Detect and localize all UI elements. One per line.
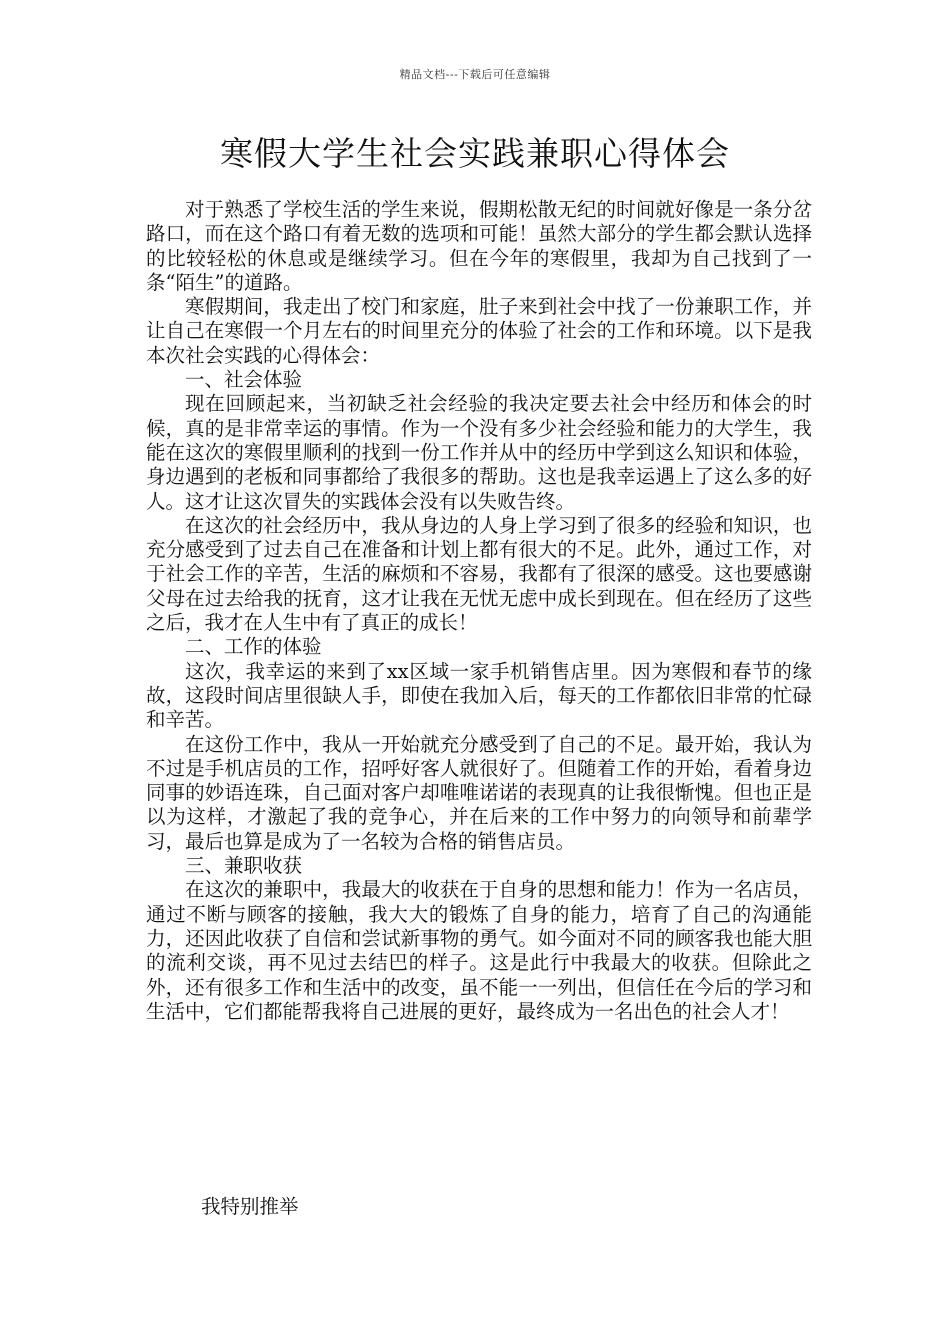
section-heading-gains: 三、兼职收获 [185,854,303,878]
section-heading-social-experience: 一、社会体验 [185,368,303,392]
closing-line: 我特别推举 [201,1195,299,1218]
document-body [146,198,812,1024]
paragraph-learning: 在这次的社会经历中，我从身边的人身上学习到了很多的经验和知识，也充分感受到了过去自己在准备和计划上都有很大的不足。此外，通过工作，对于社会工作的辛苦，生活的麻烦和不容易，我都有了很深的感受。这也要感谢父母在过去给我的抚育，这才让我在无忧无虑中成长到现在。但在经历了这些之后，我才在人生中有了真正的成长！ [146,513,812,635]
document-title: 寒假大学生社会实践兼职心得体会 [220,134,730,173]
header-note: 精品文档---下载后可任意编辑 [399,68,551,81]
paragraph-looking-back: 现在回顾起来，当初缺乏社会经验的我决定要去社会中经历和体会的时候，真的是非常幸运的事情。作为一个没有多少社会经验和能力的大学生，我能在这次的寒假里顺利的找到一份工作并从中的经历中学到这么知识和体验，身边遇到的老板和同事都给了我很多的帮助。这也是我幸运遇上了这么多的好人。这才让这次冒失的实践体会没有以失败告终。 [146,392,812,513]
paragraph-winter-break: 寒假期间，我走出了校门和家庭，肚子来到社会中找了一份兼职工作，并让自己在寒假一个月左右的时间里充分的体验了社会的工作和环境。以下是我本次社会实践的心得体会： [146,295,812,367]
paragraph-phone-store: 这次，我幸运的来到了xx区域一家手机销售店里。因为寒假和春节的缘故，这段时间店里很缺人手，即使在我加入后，每天的工作都依旧非常的忙碌和辛苦。 [146,659,812,732]
paragraph-shortcomings: 在这份工作中，我从一开始就充分感受到了自己的不足。最开始，我认为不过是手机店员的工作，招呼好客人就很好了。但随着工作的开始，看着身边同事的妙语连珠，自己面对客户却唯唯诺诺的表现真的让我很惭愧。但也正是以为这样，才激起了我的竞争心，并在后来的工作中努力的向领导和前辈学习，最后也算是成为了一名较为合格的销售店员。 [146,732,812,853]
section-heading-work-experience: 二、工作的体验 [185,635,322,659]
paragraph-intro: 对于熟悉了学校生活的学生来说，假期松散无纪的时间就好像是一条分岔路口，而在这个路口有着无数的选项和可能！虽然大部分的学生都会默认选择的比较轻松的休息或是继续学习。但在今年的寒假里，我却为自己找到了一条“陌生”的道路。 [146,198,812,294]
paragraph-gains: 在这次的兼职中，我最大的收获在于自身的思想和能力！作为一名店员，通过不断与顾客的接触，我大大的锻炼了自身的能力，培育了自己的沟通能力，还因此收获了自信和尝试新事物的勇气。如今面对不同的顾客我也能大胆的流利交谈，再不见过去结巴的样子。这是此行中我最大的收获。但除此之外，还有很多工作和生活中的改变，虽不能一一列出，但信任在今后的学习和生活中，它们都能帮我将自己进展的更好，最终成为一名出色的社会人才！ [146,878,812,1023]
